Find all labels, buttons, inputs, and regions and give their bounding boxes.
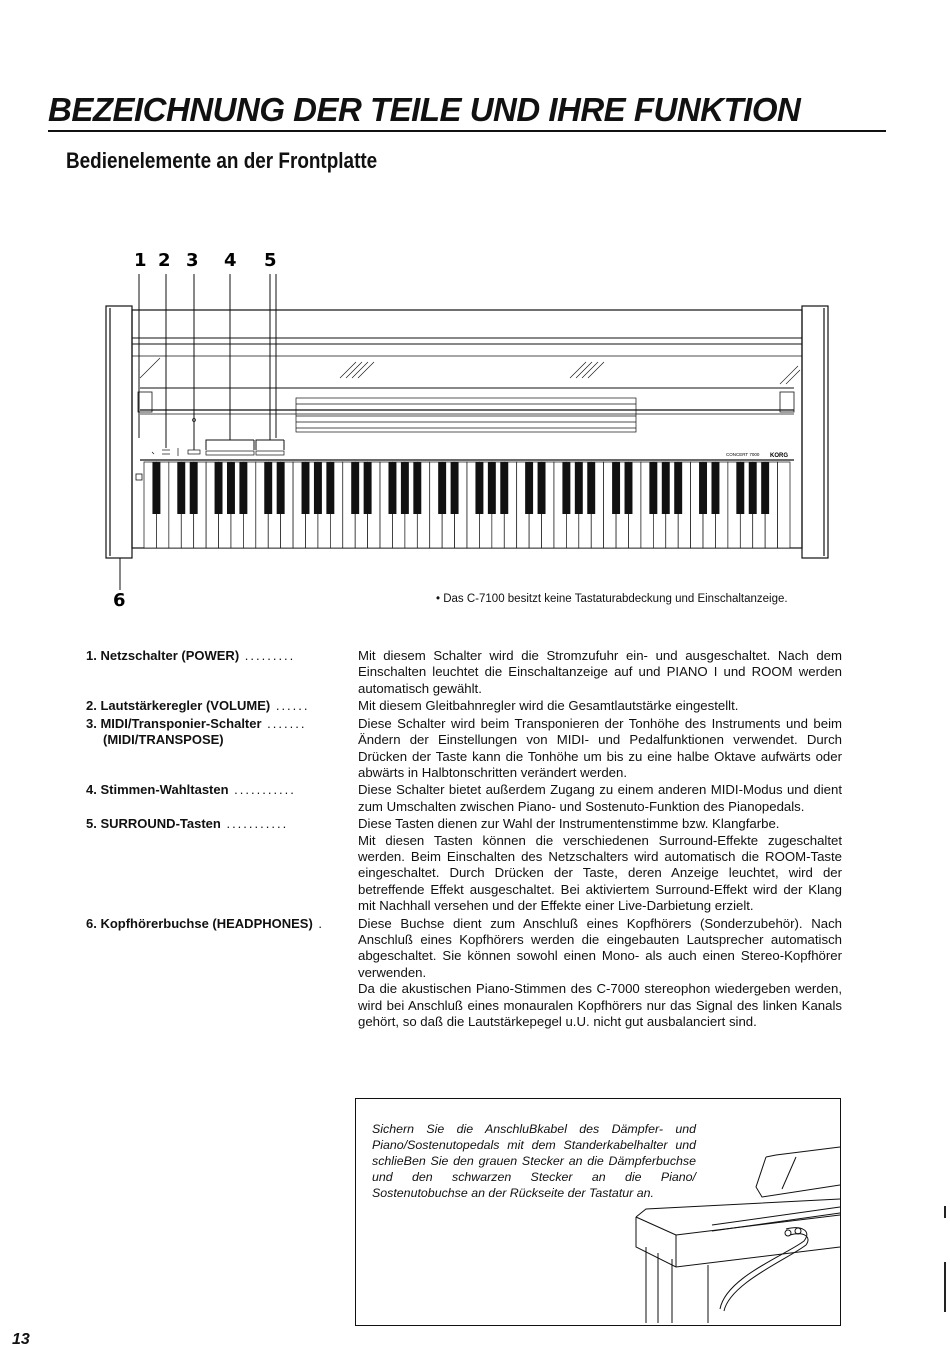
black-key xyxy=(562,462,570,514)
callout-1: 1 xyxy=(134,250,147,271)
part-description: Diese Tasten dienen zur Wahl der Instrumentenstimme bzw. Klangfarbe. Mit diesen Tasten können die verschiedenen Surround-Effekte zugeschaltet werden. Beim Einschalten des Netzschalters wird automatisch die ROOM-Taste eingeschaltet. Durch Drücken der Taste, deren Anzeige leuchtet, wird der betreffende Effekt ausgeschaltet. Bei aktiviertem Surround-Effekt wird der Klang mit Nachhall versehen und der Effekte einer Live-Darbietung erzielt. xyxy=(358,816,842,914)
black-key xyxy=(488,462,496,514)
brand-logo: KORG xyxy=(770,453,788,459)
black-key xyxy=(277,462,285,514)
black-key xyxy=(475,462,483,514)
black-key xyxy=(662,462,670,514)
black-key xyxy=(364,462,372,514)
edge-mark xyxy=(944,1262,946,1312)
black-key xyxy=(177,462,185,514)
black-key xyxy=(401,462,409,514)
black-key xyxy=(749,462,757,514)
part-description: Mit diesem Gleitbahnregler wird die Gesamtlautstärke eingestellt. xyxy=(358,698,739,714)
pedal-jack-icon xyxy=(795,1228,801,1234)
pedal-jack-icon xyxy=(785,1230,791,1236)
black-key xyxy=(451,462,459,514)
callout-3: 3 xyxy=(186,250,199,271)
callout-5: 5 xyxy=(264,250,277,271)
black-key xyxy=(326,462,334,514)
callout-2: 2 xyxy=(158,250,171,271)
part-description: Diese Schalter bietet außerdem Zugang zu einem anderen MIDI-Modus und dient zum Umschalten zwischen Piano- und Sostenuto-Funktion des Pianopedals. xyxy=(358,782,842,814)
black-key xyxy=(239,462,247,514)
black-key xyxy=(612,462,620,514)
notice-text: Sichern Sie die AnschluBkabel des Dämpfer- und Piano/Sostenutopedals mit dem Standerkabelhalter und schlieBen Sie den grauen Stecker an die Dämpferbuchse und den schwarzen Stecker an die Piano/ Sostenutobuchse an der Rückseite der Tastatur an. xyxy=(372,1122,696,1200)
piano-front-panel-diagram xyxy=(100,238,840,618)
black-key xyxy=(190,462,198,514)
piano-rear-illustration xyxy=(616,1127,840,1323)
part-label: 5. SURROUND-Tasten ........... xyxy=(86,816,289,832)
edge-mark xyxy=(944,1206,946,1218)
black-key xyxy=(388,462,396,514)
part-label: 1. Netzschalter (POWER) ......... xyxy=(86,648,296,663)
part-item-surround xyxy=(86,816,846,914)
part-description: Mit diesem Schalter wird die Stromzufuhr ein- und ausgeschaltet. Nach dem Einschalten leuchtet die Einschaltanzeige auf und PIANO I und ROOM werden automatisch gewählt. xyxy=(358,648,842,696)
black-key xyxy=(625,462,633,514)
headphone-jack-icon xyxy=(136,474,142,480)
notice-box xyxy=(355,1098,841,1326)
black-key xyxy=(438,462,446,514)
black-key xyxy=(587,462,595,514)
black-key xyxy=(351,462,359,514)
control-strip xyxy=(152,419,284,457)
page-title: BEZEICHNUNG DER TEILE UND IHRE FUNKTION xyxy=(48,90,886,132)
white-key xyxy=(778,462,790,548)
part-label: 3. MIDI/Transponier-Schalter ....... (MIDI/TRANSPOSE) xyxy=(86,715,307,748)
part-item-headphones xyxy=(86,916,846,1031)
part-description: Diese Schalter wird beim Transponieren der Tonhöhe des Instruments und beim Ändern der Einstellungen von MIDI- und Pedalfunktionen verwendet. Durch Drücken der Taste kann die Tonhöhe um bis zu eine halbe Oktave aufwärts oder abwärts in Halbtonschritten verändert werden. xyxy=(358,715,842,780)
part-label: 2. Lautstärkeregler (VOLUME) ...... xyxy=(86,698,310,714)
black-key xyxy=(525,462,533,514)
black-key xyxy=(699,462,707,514)
black-key xyxy=(649,462,657,514)
black-key xyxy=(736,462,744,514)
black-key xyxy=(538,462,546,514)
black-key xyxy=(413,462,421,514)
diagram-footnote: • Das C-7100 besitzt keine Tastaturabdeckung und Einschaltanzeige. xyxy=(436,593,788,605)
black-key xyxy=(575,462,583,514)
part-item-volume xyxy=(86,698,846,715)
black-key xyxy=(674,462,682,514)
part-label: 4. Stimmen-Wahltasten ........... xyxy=(86,782,296,798)
section-subtitle: Bedienelemente an der Frontplatte xyxy=(66,148,378,173)
callout-4: 4 xyxy=(224,250,237,271)
part-item-power xyxy=(86,648,846,697)
model-label: CONCERT 7000 xyxy=(726,452,760,457)
black-key xyxy=(761,462,769,514)
part-item-midi-transpose xyxy=(86,716,846,782)
black-key xyxy=(215,462,223,514)
page-number: 13 xyxy=(12,1331,30,1348)
black-key xyxy=(500,462,508,514)
black-key xyxy=(711,462,719,514)
part-label: 6. Kopfhörerbuchse (HEADPHONES) . xyxy=(86,915,325,931)
callout-6: 6 xyxy=(113,590,126,611)
black-key xyxy=(227,462,235,514)
part-description: Diese Buchse dient zum Anschluß eines Kopfhörers (Sonderzubehör). Nach Anschluß eines Kopfhörers werden die eingebauten Lautsprecher automatisch abgeschaltet. Sie können sowohl einen Mono- als auch einen Stereo-Kopfhörer verwenden. Da die akustischen Piano-Stimmen des C-7000 stereophon wiedergeben werden, wird bei Anschluß eines monauralen Kopfhörers nur das Signal des linken Kanals gehört, so daß die Lautstärkepegel u.U. nicht gut ausbalanciert sind. xyxy=(358,915,842,1030)
part-item-voice-select xyxy=(86,782,846,815)
piano-keyboard xyxy=(144,462,790,548)
black-key xyxy=(302,462,310,514)
parts-list xyxy=(86,648,846,1031)
black-key xyxy=(152,462,160,514)
black-key xyxy=(314,462,322,514)
black-key xyxy=(264,462,272,514)
music-rest xyxy=(296,398,636,432)
